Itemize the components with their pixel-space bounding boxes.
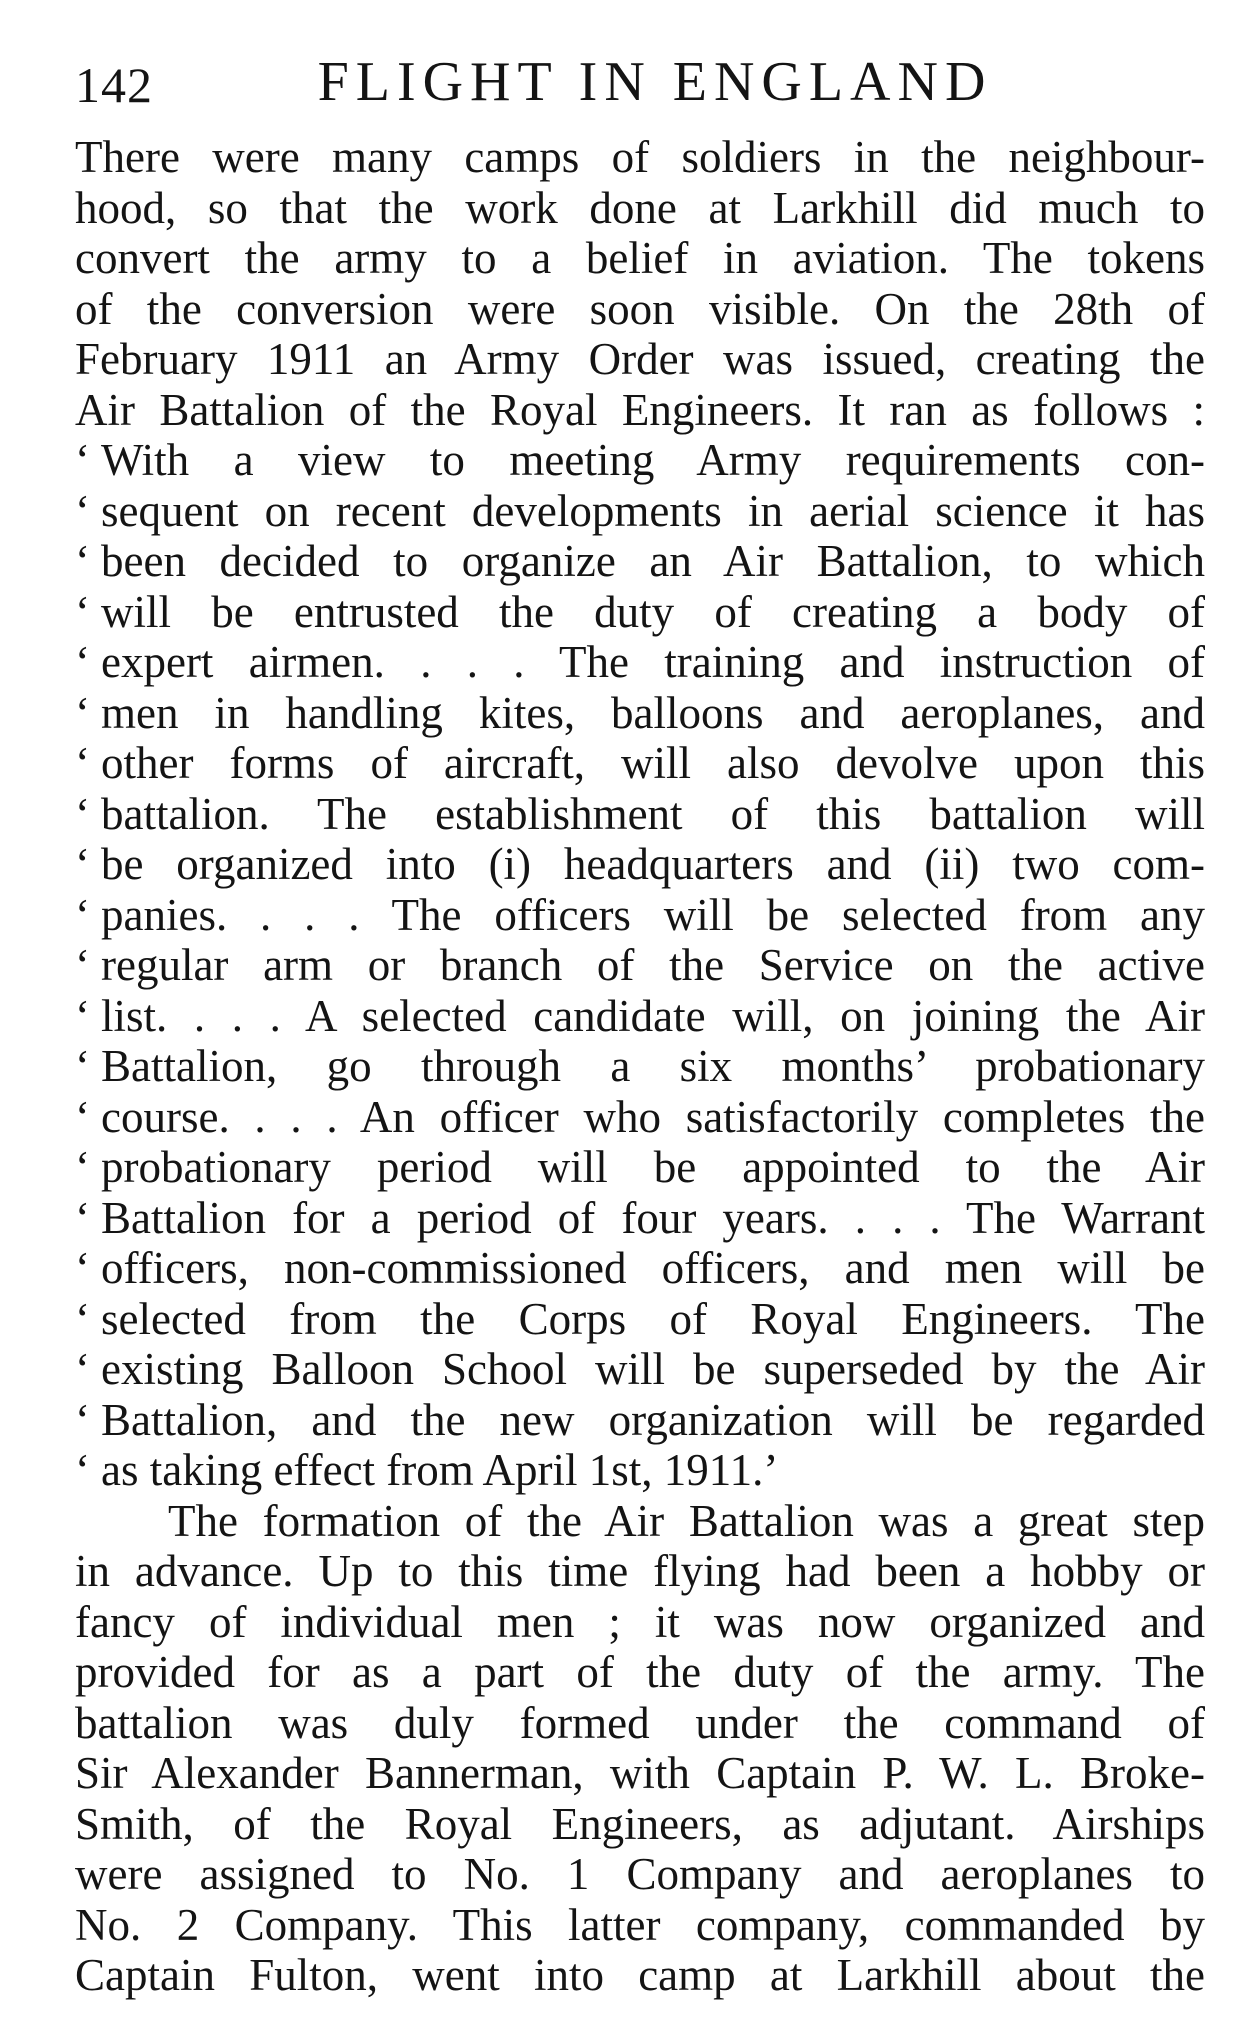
quote-mark: ‘ [75,738,90,788]
text-line: Air Battalion of the Royal Engineers. It ran as follows : [75,384,1205,435]
quote-mark: ‘ [75,788,90,839]
running-head: FLIGHT IN ENGLAND [317,51,993,113]
text-line: in advance. Up to this time flying had been a hobby or [75,1546,1205,1596]
quote-mark: ‘ [75,990,90,1041]
text-line: No. 2 Company. This latter company, commanded by [75,1899,1205,1950]
quote-mark: ‘ [75,889,90,940]
quote-line [75,1395,1205,1446]
quote-mark: ‘ [75,536,90,586]
quote-line [75,1243,1205,1294]
quote-line [75,435,1205,486]
quote-line-text: be organized into (i) headquarters and (ii) two com- [101,839,1205,889]
quote-line-text: selected from the Corps of Royal Engineers. The [101,1293,1205,1344]
text-line: fancy of individual men ; it was now organized and [75,1596,1205,1647]
text-line: convert the army to a belief in aviation. The tokens [75,233,1205,283]
quote-line-text: existing Balloon School will be superseded by the Air [101,1344,1205,1394]
text-line: battalion was duly formed under the command of [75,1697,1205,1748]
text-line: Smith, of the Royal Engineers, as adjutant. Airships [75,1798,1205,1849]
text-line: provided for as a part of the duty of the army. The [75,1647,1205,1697]
quote-line [75,1294,1205,1345]
text-line: of the conversion were soon visible. On the 28th of [75,283,1205,334]
text-line: Sir Alexander Bannerman, with Captain P. W. L. Broke- [75,1748,1205,1798]
paragraph-2 [75,1496,1205,2001]
quote-line-text: With a view to meeting Army requirements con- [101,435,1205,485]
quote-line [75,486,1205,537]
text-line: hood, so that the work done at Larkhill did much to [75,182,1205,233]
quote-line-text: probationary period will be appointed to the Air [101,1142,1205,1192]
quote-line [75,890,1205,941]
quote-line [75,688,1205,739]
quote-mark: ‘ [75,637,90,687]
quote-mark: ‘ [75,1192,90,1243]
quote-mark: ‘ [75,1041,90,1091]
quote-mark: ‘ [75,1394,90,1445]
quote-line [75,1142,1205,1193]
quote-line [75,587,1205,638]
quote-line-text: men in handling kites, balloons and aeroplanes, and [101,687,1205,738]
quote-line [75,940,1205,991]
quote-line-text: Battalion, go through a six months’ probationary [101,1041,1205,1091]
quote-line-text: other forms of aircraft, will also devolve upon this [101,738,1205,788]
quote-line [75,1041,1205,1092]
text-line: The formation of the Air Battalion was a great step [168,1495,1205,1546]
quote-line-text: been decided to organize an Air Battalion, to which [101,536,1205,586]
quote-mark: ‘ [75,1293,90,1344]
quote-line [75,1445,1205,1496]
quote-mark: ‘ [75,839,90,889]
quote-line [75,991,1205,1042]
page-number: 142 [75,57,153,113]
quote-line-text: Battalion, and the new organization will be regarded [101,1394,1205,1445]
quote-line-text: battalion. The establishment of this battalion will [101,788,1205,839]
quote-line [75,738,1205,789]
quote-line-text: regular arm or branch of the Service on the active [101,940,1205,990]
army-order-quotation [75,435,1205,1496]
quote-mark: ‘ [75,940,90,990]
text-line: February 1911 an Army Order was issued, creating the [75,334,1205,384]
page-body [75,132,1205,2001]
quote-mark: ‘ [75,1091,90,1142]
quote-line-text: expert airmen. . . . The training and instruction of [101,637,1205,687]
quote-line [75,637,1205,688]
quote-line-text: will be entrusted the duty of creating a body of [101,586,1205,637]
quote-line [75,536,1205,587]
quote-line-text: sequent on recent developments in aerial science it has [101,485,1205,536]
quote-mark: ‘ [75,435,90,485]
text-line: Captain Fulton, went into camp at Larkhill about the [75,1950,1205,2000]
quote-mark: ‘ [75,687,90,738]
quote-line-text: officers, non-commissioned officers, and men will be [101,1243,1205,1293]
quote-line [75,1344,1205,1395]
page-header [75,50,1205,120]
quote-line-text: as taking effect from April 1st, 1911.’ [101,1445,779,1495]
quote-line-text: panies. . . . The officers will be selected from any [101,889,1205,940]
quote-line [75,839,1205,890]
quote-mark: ‘ [75,485,90,536]
quote-mark: ‘ [75,1445,90,1495]
quote-line [75,1193,1205,1244]
paragraph-1 [75,132,1205,435]
quote-line-text: list. . . . A selected candidate will, on joining the Air [101,990,1205,1041]
quote-mark: ‘ [75,1344,90,1394]
quote-line-text: Battalion for a period of four years. . . . The Warrant [101,1192,1205,1243]
quote-line [75,789,1205,840]
quote-mark: ‘ [75,1142,90,1192]
text-line: were assigned to No. 1 Company and aeroplanes to [75,1849,1205,1899]
quote-line-text: course. . . . An officer who satisfactorily completes the [101,1091,1205,1142]
quote-mark: ‘ [75,1243,90,1293]
quote-line [75,1092,1205,1143]
quote-mark: ‘ [75,586,90,637]
text-line: There were many camps of soldiers in the neighbour- [75,132,1205,182]
